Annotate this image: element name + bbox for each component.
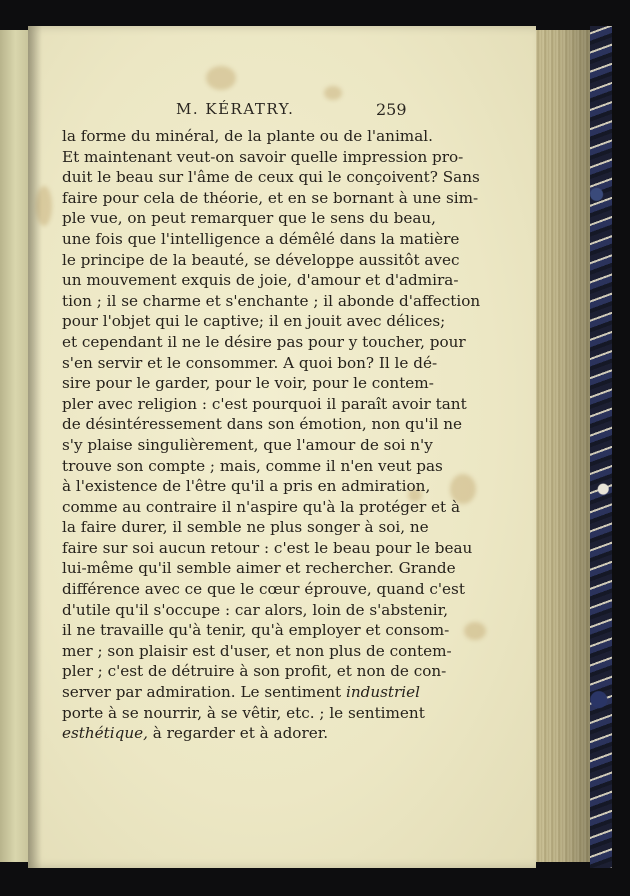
page-number: 259 xyxy=(376,100,407,119)
text-line-end: à regarder et à adorer. xyxy=(147,724,329,743)
italic-term-industriel: industriel xyxy=(345,683,420,702)
marbled-cover-edge xyxy=(590,26,612,868)
page-gutter-shadow xyxy=(28,26,42,868)
text-line: une fois que l'intelligence a démêlé dans la matière xyxy=(62,229,460,248)
text-line: d'utile qu'il s'occupe : car alors, loin de s'abstenir, xyxy=(62,600,449,619)
text-line: porte à se nourrir, à se vêtir, etc. ; le sentiment xyxy=(62,703,425,722)
text-line: trouve son compte ; mais, comme il n'en veut pas xyxy=(62,456,443,475)
foxing-spot xyxy=(206,66,236,90)
italic-term-esthetique: esthétique, xyxy=(62,724,148,743)
foxing-spot xyxy=(324,86,342,100)
page-header xyxy=(28,100,536,122)
text-line: faire sur soi aucun retour : c'est le beau pour le beau xyxy=(62,538,473,557)
text-line-final xyxy=(62,723,396,744)
body-text xyxy=(62,126,481,744)
text-line: Et maintenant veut-on savoir quelle impression pro- xyxy=(62,147,464,166)
text-line: faire pour cela de théorie, et en se bornant à une sim- xyxy=(62,188,479,207)
text-line: tion ; il se charme et s'enchante ; il abonde d'affection xyxy=(62,291,481,310)
text-line: ple vue, on peut remarquer que le sens du beau, xyxy=(62,209,436,228)
text-line: la forme du minéral, de la plante ou de l'animal. xyxy=(62,127,433,145)
text-line: de désintéressement dans son émotion, non qu'il ne xyxy=(62,415,463,434)
text-line-with-italic xyxy=(62,682,420,703)
text-line: s'y plaise singulièrement, que l'amour de soi n'y xyxy=(62,435,433,454)
text-line: lui-même qu'il semble aimer et rechercher. Grande xyxy=(62,559,456,578)
text-line: un mouvement exquis de joie, d'amour et d'admira- xyxy=(62,271,459,290)
book-page xyxy=(28,26,536,868)
running-head: M. KÉRATRY. xyxy=(176,100,295,118)
text-line: mer ; son plaisir est d'user, et non plus de contem- xyxy=(62,641,452,660)
text-line: s'en servir et le consommer. A quoi bon? Il le dé- xyxy=(62,353,438,372)
text-line: à l'existence de l'être qu'il a pris en admiration, xyxy=(62,477,431,496)
text-line: sire pour le garder, pour le voir, pour le contem- xyxy=(62,374,434,393)
text-line: comme au contraire il n'aspire qu'à la protéger et à xyxy=(62,497,461,516)
text-line: le principe de la beauté, se développe aussitôt avec xyxy=(62,250,460,269)
facing-page-edge xyxy=(0,30,29,862)
text-line: pler ; c'est de détruire à son profit, et non de con- xyxy=(62,662,447,681)
text-line: et cependant il ne le désire pas pour y toucher, pour xyxy=(62,332,466,351)
text-line: il ne travaille qu'à tenir, qu'à employer et consom- xyxy=(62,621,450,640)
text-line: duit le beau sur l'âme de ceux qui le conçoivent? Sans xyxy=(62,168,480,187)
text-line: la faire durer, il semble ne plus songer à soi, ne xyxy=(62,518,429,537)
text-line: pour l'objet qui le captive; il en jouit avec délices; xyxy=(62,312,446,331)
text-line: pler avec religion : c'est pourquoi il paraît avoir tant xyxy=(62,394,467,413)
foxing-spot xyxy=(464,622,486,640)
text-line: différence avec ce que le cœur éprouve, quand c'est xyxy=(62,580,465,599)
text-line-start: server par admiration. Le sentiment xyxy=(62,683,342,702)
